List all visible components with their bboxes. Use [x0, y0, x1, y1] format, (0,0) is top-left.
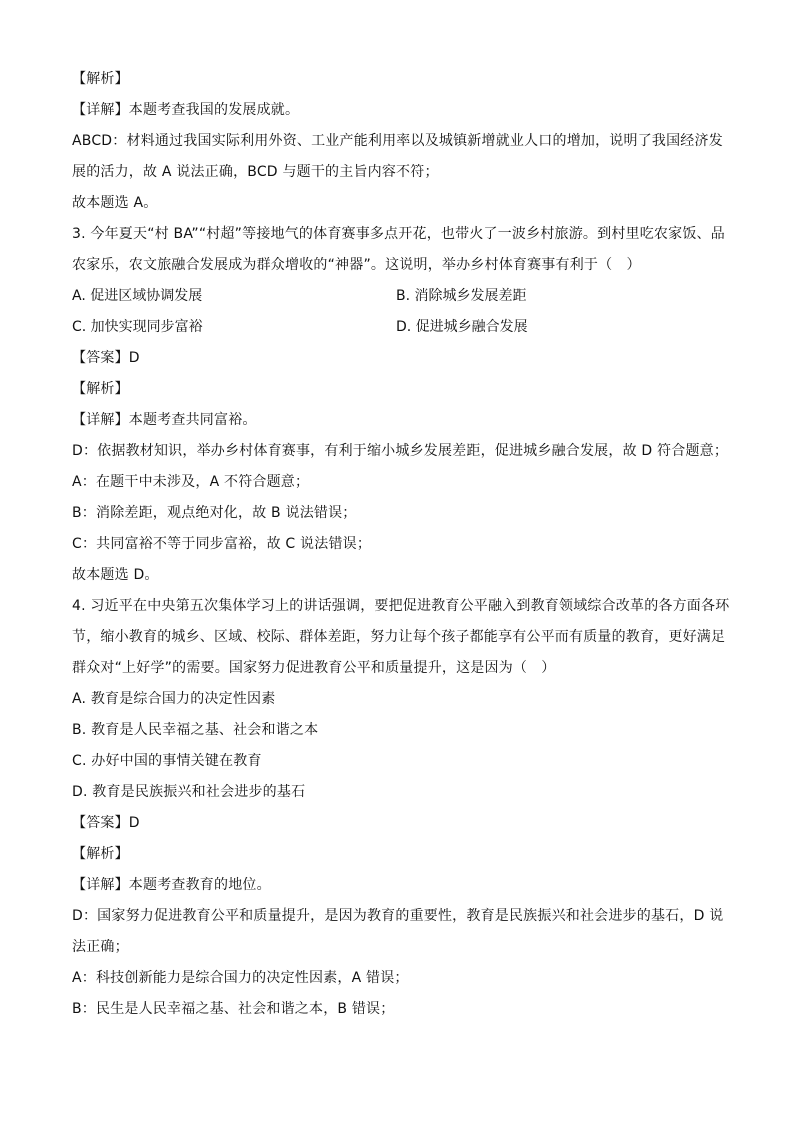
detail-line: A：科技创新能力是综合国力的决定性因素，A 错误；: [72, 970, 409, 986]
answer-line: 【答案】D: [72, 350, 140, 366]
conclusion-line: 故本题选 D。: [72, 567, 159, 583]
question-stem-line: 农家乐，农文旅融合发展成为群众增收的“神器”。这说明，举办乡村体育赛事有利于（ ）: [72, 257, 641, 273]
detail-line: B：民生是人民幸福之基、社会和谐之本，B 错误；: [72, 1001, 395, 1017]
detail-line: D：依据教材知识，举办乡村体育赛事，有利于缩小城乡发展差距，促进城乡融合发展，故 D 符合题意；: [72, 443, 729, 459]
question-stem-line: 群众对“上好学”的需要。国家努力促进教育公平和质量提升，这是因为（ ）: [72, 660, 556, 676]
option-c: C. 加快实现同步富裕: [72, 319, 203, 335]
option-d: D. 促进城乡融合发展: [396, 319, 528, 335]
answer-line: 【答案】D: [72, 815, 140, 831]
option-row: [72, 312, 720, 343]
analysis-label: 【解析】: [72, 71, 129, 87]
question-stem-line: 3. 今年夏天“村 BA”“村超”等接地气的体育赛事多点开花，也带火了一波乡村旅游。到村里吃农家饭、品: [72, 226, 725, 242]
analysis-label: 【解析】: [72, 381, 129, 397]
top-section: [72, 64, 723, 219]
option-row: [72, 281, 720, 312]
detail-line: B：消除差距，观点绝对化，故 B 说法错误；: [72, 505, 357, 521]
detail-line: 【详解】本题考查共同富裕。: [72, 412, 257, 428]
detail-line: 【详解】本题考查我国的发展成就。: [72, 102, 300, 118]
option-b: B. 教育是人民幸福之基、社会和谐之本: [72, 722, 319, 738]
question-stem-line: 节，缩小教育的城乡、区域、校际、群体差距，努力让每个孩子都能享有公平而有质量的教育，更好满足: [72, 629, 726, 645]
analysis-label: 【解析】: [72, 846, 129, 862]
detail-line: 【详解】本题考查教育的地位。: [72, 877, 271, 893]
question-4: [72, 591, 730, 1025]
question-3: [72, 219, 729, 591]
detail-line: 展的活力，故 A 说法正确，BCD 与题干的主旨内容不符；: [72, 164, 439, 180]
detail-line: D：国家努力促进教育公平和质量提升，是因为教育的重要性，教育是民族振兴和社会进步的基石，D 说: [72, 908, 724, 924]
option-d: D. 教育是民族振兴和社会进步的基石: [72, 784, 306, 800]
option-a: A. 促进区域协调发展: [72, 288, 203, 304]
detail-line: A：在题干中未涉及，A 不符合题意；: [72, 474, 310, 490]
conclusion-line: 故本题选 A。: [72, 195, 158, 211]
option-b: B. 消除城乡发展差距: [396, 288, 527, 304]
question-stem-line: 4. 习近平在中央第五次集体学习上的讲话强调，要把促进教育公平融入到教育领域综合改革的各方面各环: [72, 598, 730, 614]
option-c: C. 办好中国的事情关键在教育: [72, 753, 262, 769]
option-a: A. 教育是综合国力的决定性因素: [72, 691, 276, 707]
detail-line: 法正确；: [72, 939, 129, 955]
detail-line: ABCD：材料通过我国实际利用外资、工业产能利用率以及城镇新增就业人口的增加，说明了我国经济发: [72, 133, 723, 149]
detail-line: C：共同富裕不等于同步富裕，故 C 说法错误；: [72, 536, 372, 552]
